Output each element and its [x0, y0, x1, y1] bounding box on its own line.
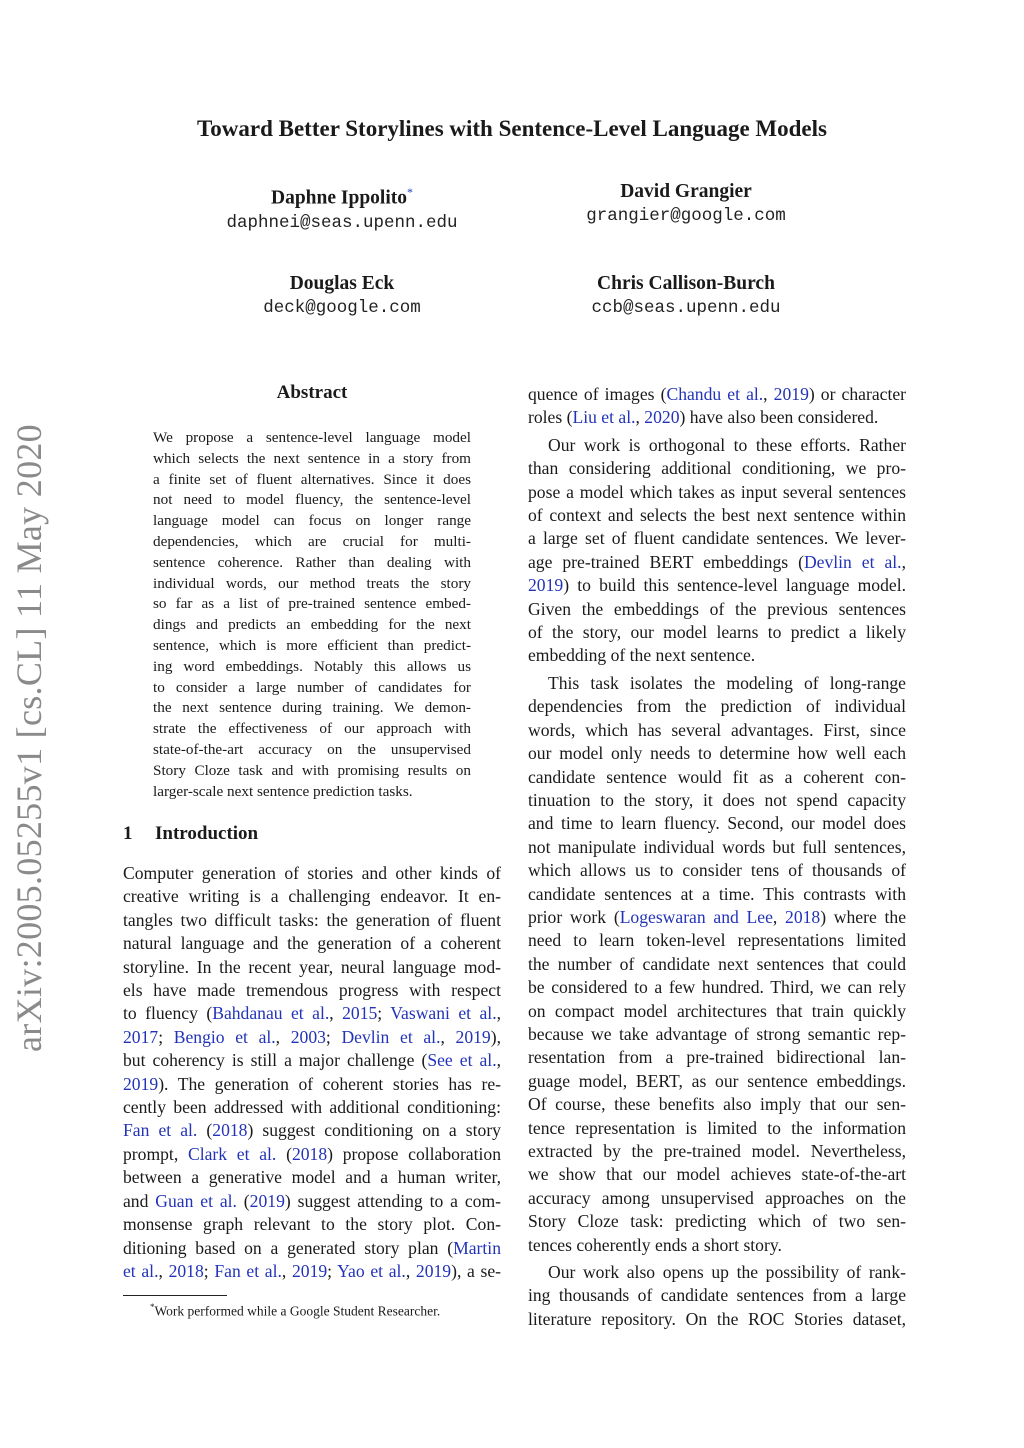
text-line: [528, 644, 906, 667]
text-run: ,: [440, 1026, 456, 1047]
text-run: (: [197, 1120, 213, 1141]
text-run: Our work is orthogonal to these efforts. Rather: [548, 434, 906, 455]
text-line: [528, 695, 906, 718]
text-run: tinuation to the story, it does not spend capacity: [528, 789, 906, 810]
text-run: accuracy among unsupervised approaches on the: [528, 1187, 906, 1208]
abstract-line: to consider a large number of candidates for: [153, 678, 471, 696]
text-run: roles (: [528, 407, 573, 428]
text-line: [123, 885, 501, 908]
text-line: [528, 481, 906, 504]
text-run: guage model, BERT, as our sentence embeddings.: [528, 1070, 906, 1091]
text-run: natural language and the generation of a coherent: [123, 933, 501, 954]
text-run: (: [276, 1143, 292, 1164]
text-line: [528, 598, 906, 621]
text-line: [123, 956, 501, 979]
abstract-line: a finite set of fluent alternatives. Since it does: [153, 470, 471, 488]
author-block-4: [496, 272, 876, 320]
arxiv-stamp: arXiv:2005.05255v1 [cs.CL] 11 May 2020: [9, 424, 49, 1052]
text-run: Our work also opens up the possibility of rank-: [548, 1262, 906, 1283]
abstract-line: sentence coherence. Rather than dealing with: [153, 553, 471, 571]
author-email: grangier@google.com: [586, 206, 786, 226]
text-line: [528, 976, 906, 999]
text-run: which allows us to consider tens of thousands of: [528, 860, 906, 881]
citation-link[interactable]: Logeswaran and Lee: [619, 906, 773, 927]
text-run: ditioning based on a generated story plan (: [123, 1237, 454, 1258]
text-run: ) or character: [808, 384, 907, 404]
text-line: [528, 906, 906, 929]
text-run: and time to learn fluency. Second, our model does: [528, 813, 906, 834]
text-run: creative writing is a challenging endeavor. It en-: [123, 886, 501, 907]
text-line: [528, 383, 906, 406]
citation-link[interactable]: Chandu et al.: [666, 384, 764, 404]
text-run: ) suggest attending to a com-: [284, 1190, 501, 1211]
citation-link[interactable]: 2019: [455, 1026, 491, 1047]
text-run: ,: [763, 384, 774, 404]
text-run: dependencies from the prediction of individual: [528, 696, 906, 717]
text-run: ;: [158, 1026, 174, 1047]
text-line: [123, 862, 501, 885]
text-run: we show that our model achieves state-of-the-art: [528, 1164, 906, 1185]
text-run: ,: [281, 1260, 292, 1281]
abstract-line: not need to model fluency, the sentence-level: [153, 491, 471, 509]
text-line: [528, 953, 906, 976]
text-line: [528, 812, 906, 835]
text-run: ),: [490, 1026, 501, 1047]
text-run: pose a model which takes as input several sentences: [528, 481, 906, 502]
text-run: not manipulate individual words but full sentences,: [528, 836, 906, 857]
citation-link[interactable]: 2019: [528, 575, 564, 596]
author-name: Chris Callison-Burch: [597, 273, 775, 294]
text-run: ;: [327, 1260, 338, 1281]
text-line: [123, 909, 501, 932]
text-line: [528, 1117, 906, 1140]
author-email: ccb@seas.upenn.edu: [591, 298, 781, 318]
abstract-line: dings and predicts an embedding for the next: [153, 616, 471, 634]
text-line: [528, 1070, 906, 1093]
text-run: prior work (: [528, 906, 620, 927]
author-block-2: [496, 180, 876, 228]
text-line: [123, 1213, 501, 1236]
text-line: [528, 1308, 906, 1331]
text-run: (: [236, 1190, 250, 1211]
author-name: Daphne Ippolito: [270, 187, 407, 209]
text-run: resentation from a pre-trained bidirectional lan-: [528, 1047, 906, 1068]
text-line: [528, 504, 906, 527]
citation-link[interactable]: Clark et al.: [187, 1143, 277, 1164]
text-run: candidate sentence would fit as a coherent con-: [528, 766, 906, 787]
text-line: [528, 1234, 906, 1257]
footnote: [150, 1298, 440, 1321]
text-line: [528, 574, 906, 597]
text-line: [528, 883, 906, 906]
text-run: ) where the: [820, 906, 907, 927]
text-line: [528, 1023, 906, 1046]
text-run: ) to build this sentence-level language model.: [563, 575, 906, 596]
text-run: This task isolates the modeling of long-range: [548, 672, 906, 693]
author-email: deck@google.com: [263, 298, 421, 318]
text-run: ), a se-: [451, 1260, 502, 1281]
text-line: [528, 406, 906, 429]
text-run: Given the embeddings of the previous sentences: [528, 598, 906, 619]
text-run: ,: [405, 1260, 416, 1281]
abstract-line: sentence, which is more efficient than predict-: [153, 636, 471, 654]
citation-link[interactable]: 2018: [168, 1260, 204, 1281]
text-run: the number of candidate next sentences that could: [528, 953, 906, 974]
text-run: cently been addressed with additional conditioning:: [123, 1097, 501, 1118]
text-line: [528, 1000, 906, 1023]
text-run: ,: [635, 407, 645, 428]
citation-link[interactable]: 2019: [415, 1260, 452, 1281]
citation-link[interactable]: Devlin et al.: [341, 1026, 441, 1047]
text-line: [528, 1187, 906, 1210]
text-run: of the story, our model learns to predict a likely: [528, 622, 906, 643]
text-run: Story Cloze task: predicting which of two sen-: [528, 1211, 906, 1232]
right-column-text: [528, 383, 906, 1331]
text-line: [528, 527, 906, 550]
author-name: Douglas Eck: [289, 273, 395, 294]
text-line: [528, 1261, 906, 1284]
text-line: [528, 1284, 906, 1307]
text-run: ,: [329, 1003, 343, 1024]
text-run: embedding of the next sentence.: [528, 645, 756, 666]
text-line: [528, 719, 906, 742]
text-run: Computer generation of stories and other kinds of: [123, 863, 501, 883]
text-line: [528, 836, 906, 859]
section-title: Introduction: [155, 823, 259, 844]
text-run: be considered to a few hundred. Third, we can rely: [528, 977, 906, 998]
text-run: between a generative model and a human writer,: [123, 1167, 501, 1188]
abstract-line: individual words, our method treats the story: [153, 574, 471, 592]
text-line: [123, 1260, 501, 1283]
text-run: monsense graph relevant to the story plot. Con-: [123, 1214, 501, 1235]
citation-link[interactable]: 2003: [290, 1026, 326, 1047]
citation-link[interactable]: 2018: [212, 1120, 248, 1141]
text-run: ;: [377, 1003, 391, 1024]
text-line: [123, 932, 501, 955]
text-run: literature repository. On the ROC Stories dataset,: [528, 1308, 906, 1329]
text-run: storyline. In the recent year, neural language mod-: [123, 956, 501, 977]
abstract-line: state-of-the-art accuracy on the unsupervised: [153, 740, 471, 758]
text-line: [123, 1073, 501, 1096]
citation-link[interactable]: 2020: [644, 407, 680, 428]
text-line: [528, 457, 906, 480]
citation-link[interactable]: et al.: [123, 1260, 159, 1281]
text-line: [528, 929, 906, 952]
text-run: ing thousands of candidate sentences from a large: [528, 1285, 906, 1306]
text-line: [528, 742, 906, 765]
text-run: candidate sentences at a time. This contrasts with: [528, 883, 906, 904]
text-line: [123, 1190, 501, 1213]
text-run: but coherency is still a major challenge (: [123, 1050, 428, 1071]
text-run: ;: [203, 1260, 215, 1281]
text-line: [528, 859, 906, 882]
text-run: and: [123, 1190, 156, 1211]
text-run: on compact model architectures that train quickly: [528, 1000, 906, 1021]
text-run: need to learn token-level representations limited: [528, 930, 906, 951]
abstract-line: which selects the next sentence in a story from: [153, 449, 471, 467]
text-line: [123, 1026, 501, 1049]
author-name: David Grangier: [620, 181, 752, 202]
text-line: [528, 672, 906, 695]
text-line: [528, 789, 906, 812]
citation-link[interactable]: 2019: [291, 1260, 328, 1281]
text-line: [528, 1163, 906, 1186]
citation-link[interactable]: Fan et al.: [214, 1260, 282, 1281]
abstract-line: so far as a list of pre-trained sentence embed-: [153, 595, 471, 613]
text-line: [123, 1166, 501, 1189]
text-run: tangles two difficult tasks: the generation of fluent: [123, 909, 501, 930]
citation-link[interactable]: 2019: [249, 1190, 285, 1211]
footnote-marker: *: [150, 1302, 155, 1312]
abstract-line: larger-scale next sentence prediction tasks.: [153, 782, 413, 800]
text-line: [123, 1002, 501, 1025]
citation-link[interactable]: Fan et al.: [123, 1120, 198, 1141]
footnote-rule: [123, 1295, 227, 1296]
text-line: [123, 1049, 501, 1072]
text-line: [528, 1140, 906, 1163]
left-column-text: [123, 862, 501, 1283]
section-heading-introduction: [123, 823, 258, 845]
abstract-line: We propose a sentence-level language model: [153, 429, 471, 446]
text-run: ;: [325, 1026, 342, 1047]
text-run: words, which has several advantages. First, since: [528, 719, 906, 740]
citation-link[interactable]: See et al.: [427, 1050, 497, 1071]
citation-link[interactable]: Liu et al.: [572, 407, 636, 428]
text-run: of context and selects the best next sentence within: [528, 505, 906, 526]
citation-link[interactable]: Vaswani et al.: [390, 1003, 497, 1024]
text-run: ,: [901, 551, 906, 572]
text-line: [528, 766, 906, 789]
citation-link[interactable]: Guan et al.: [155, 1190, 237, 1211]
citation-link[interactable]: Bengio et al.: [173, 1026, 276, 1047]
text-run: ,: [772, 906, 786, 927]
text-run: ). The generation of coherent stories has re-: [158, 1073, 501, 1094]
text-line: [123, 1143, 501, 1166]
citation-link[interactable]: 2019: [123, 1073, 159, 1094]
citation-link[interactable]: 2017: [123, 1026, 159, 1047]
text-line: [528, 621, 906, 644]
abstract-line: strate the effectiveness of our approach with: [153, 720, 471, 738]
text-run: Of course, these benefits also imply that our sen-: [528, 1094, 906, 1115]
text-line: [123, 1119, 501, 1142]
text-run: ,: [158, 1260, 169, 1281]
footnote-marker: *: [407, 185, 413, 199]
text-run: ,: [275, 1026, 291, 1047]
text-line: [528, 1046, 906, 1069]
citation-link[interactable]: Devlin et al.: [803, 551, 902, 572]
text-line: [528, 1210, 906, 1233]
text-run: quence of images (: [528, 384, 667, 404]
citation-link[interactable]: 2018: [291, 1143, 328, 1164]
abstract-heading: Abstract: [276, 382, 348, 403]
text-run: tence representation is limited to the information: [528, 1117, 906, 1138]
text-line: [528, 551, 906, 574]
text-line: [528, 434, 906, 457]
text-run: els have made tremendous progress with respect: [123, 980, 501, 1001]
text-line: [123, 1237, 501, 1260]
text-run: than considering additional conditioning, we pro-: [528, 458, 906, 479]
text-line: [528, 1093, 906, 1116]
text-run: a large set of fluent candidate sentences. We lever-: [528, 528, 906, 549]
author-email: daphnei@seas.upenn.edu: [226, 212, 458, 233]
abstract-line: ing word embeddings. Notably this allows us: [153, 657, 471, 675]
abstract-line: dependencies, which are crucial for multi-: [153, 532, 471, 550]
abstract-line: the next sentence during training. We demon-: [153, 699, 471, 717]
text-run: age pre-trained BERT embeddings (: [528, 551, 804, 572]
section-number: 1: [123, 823, 133, 844]
text-run: ) suggest conditioning on a story: [247, 1120, 501, 1141]
text-line: [123, 1096, 501, 1119]
text-run: prompt,: [123, 1143, 188, 1164]
citation-link[interactable]: 2019: [773, 384, 809, 404]
citation-link[interactable]: 2015: [342, 1003, 378, 1024]
text-run: because we take advantage of strong semantic rep-: [528, 1023, 906, 1044]
citation-link[interactable]: Yao et al.: [337, 1260, 406, 1281]
text-run: ,: [496, 1050, 501, 1071]
citation-link[interactable]: Bahdanau et al.: [212, 1003, 330, 1024]
text-run: ) propose collaboration: [327, 1143, 501, 1164]
abstract-line: Story Cloze task and with promising results on: [153, 761, 471, 779]
abstract-line: language model can focus on longer range: [153, 512, 471, 530]
author-block-3: [152, 272, 532, 320]
citation-link[interactable]: Martin: [453, 1237, 501, 1258]
text-run: to fluency (: [123, 1003, 213, 1024]
text-run: ,: [496, 1003, 501, 1024]
text-run: tences coherently ends a short story.: [528, 1234, 782, 1255]
text-line: [123, 979, 501, 1002]
citation-link[interactable]: 2018: [785, 906, 821, 927]
paper-title: Toward Better Storylines with Sentence-Level Language Models: [197, 116, 827, 141]
abstract-body: [153, 428, 471, 802]
author-block-1: [152, 180, 532, 235]
text-run: extracted by the pre-trained model. Nevertheless,: [528, 1141, 906, 1161]
footnote-text: Work performed while a Google Student Researcher.: [154, 1303, 441, 1319]
text-run: ) have also been considered.: [679, 407, 879, 428]
text-run: our model only needs to determine how well each: [528, 743, 906, 764]
